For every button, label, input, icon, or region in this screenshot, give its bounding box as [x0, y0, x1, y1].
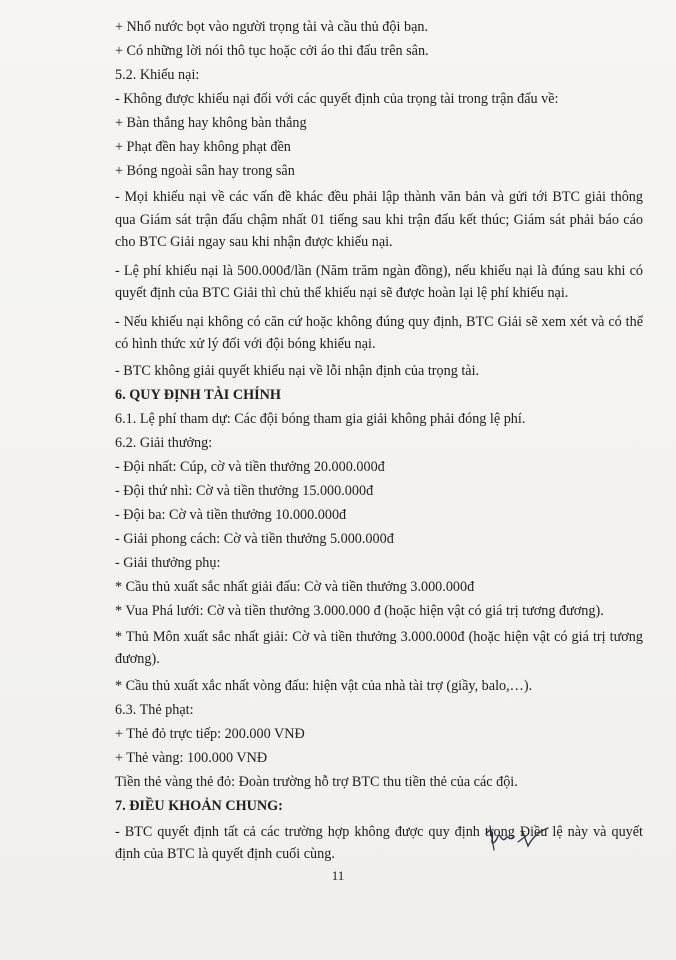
text-line: + Thẻ vàng: 100.000 VNĐ	[115, 749, 268, 766]
text-line: - Không được khiếu nại đối với các quyết định của trọng tài trong trận đấu về:	[115, 91, 559, 107]
text-line: 6.1. Lệ phí tham dự: Các đội bóng tham gia giải không phải đóng lệ phí.	[115, 410, 526, 427]
text-line: * Cầu thủ xuất xắc nhất vòng đấu: hiện vật của nhà tài trợ (giầy, balo,…).	[115, 677, 533, 694]
paragraph: - Mọi khiếu nại về các vấn đề khác đều phải lập thành văn bản và gửi tới BTC giải thông qua Giám sát trận đấu chậm nhất 01 tiếng sau khi trận đấu kết thúc; Giám sát phải báo cáo cho BTC Giải ngay sau khi nhận được khiếu nại.	[115, 189, 643, 250]
text-line: - Đội ba: Cờ và tiền thưởng 10.000.000đ	[115, 506, 347, 523]
paragraph: - BTC quyết định tất cả các trường hợp không được quy định trong Điều lệ này và quyết định của BTC là quyết định cuối cùng.	[115, 823, 643, 862]
text-line: - Giải phong cách: Cờ và tiền thưởng 5.000.000đ	[115, 530, 394, 547]
text-line: + Phạt đền hay không phạt đền	[115, 139, 291, 155]
paragraph: * Thủ Môn xuất sắc nhất giải: Cờ và tiền thưởng 3.000.000đ (hoặc hiện vật có giá trị tương đương).	[115, 628, 643, 667]
text-line: + Bàn thắng hay không bàn thắng	[115, 115, 307, 131]
section-heading: 6.2. Giải thưởng:	[115, 434, 213, 451]
text-line: + Nhổ nước bọt vào người trọng tài và cầu thủ đội bạn.	[115, 19, 429, 35]
page-number: 11	[331, 868, 345, 883]
text-line: Tiền thẻ vàng thẻ đỏ: Đoàn trường hỗ trợ BTC thu tiền thẻ của các đội.	[115, 773, 518, 790]
text-line: * Vua Phá lưới: Cờ và tiền thưởng 3.000.000 đ (hoặc hiện vật có giá trị tương đương).	[115, 602, 604, 619]
text-line: - Đội nhất: Cúp, cờ và tiền thưởng 20.000.000đ	[115, 458, 385, 475]
text-line: + Bóng ngoài sân hay trong sân	[115, 163, 295, 179]
section-heading: 6.3. Thẻ phạt:	[115, 701, 194, 718]
text-line: - BTC không giải quyết khiếu nại về lỗi nhận định của trọng tài.	[115, 362, 480, 379]
text-line: + Thẻ đỏ trực tiếp: 200.000 VNĐ	[115, 725, 305, 742]
paragraph: - Lệ phí khiếu nại là 500.000đ/lần (Năm trăm ngàn đồng), nếu khiếu nại là đúng sau khi có quyết định của BTC Giải thì chủ thể khiếu nại sẽ được hoàn lại lệ phí khiếu nại.	[115, 262, 643, 301]
text-line: * Cầu thủ xuất sắc nhất giải đấu: Cờ và tiền thưởng 3.000.000đ	[115, 578, 475, 595]
section-heading: 6. QUY ĐỊNH TÀI CHÍNH	[115, 386, 281, 403]
text-line: + Có những lời nói thô tục hoặc cởi áo thi đấu trên sân.	[115, 43, 429, 59]
document-body	[115, 18, 643, 866]
paragraph: - Nếu khiếu nại không có căn cứ hoặc không đúng quy định, BTC Giải sẽ xem xét và có thể có hình thức xử lý đối với đội bóng khiếu nại.	[115, 313, 643, 352]
text-line: - Đội thứ nhì: Cờ và tiền thưởng 15.000.000đ	[115, 482, 374, 499]
handwritten-signature	[482, 820, 552, 860]
section-heading: 5.2. Khiếu nại:	[115, 67, 200, 83]
text-line: - Giải thưởng phụ:	[115, 554, 221, 571]
section-heading: 7. ĐIỀU KHOẢN CHUNG:	[115, 797, 283, 814]
